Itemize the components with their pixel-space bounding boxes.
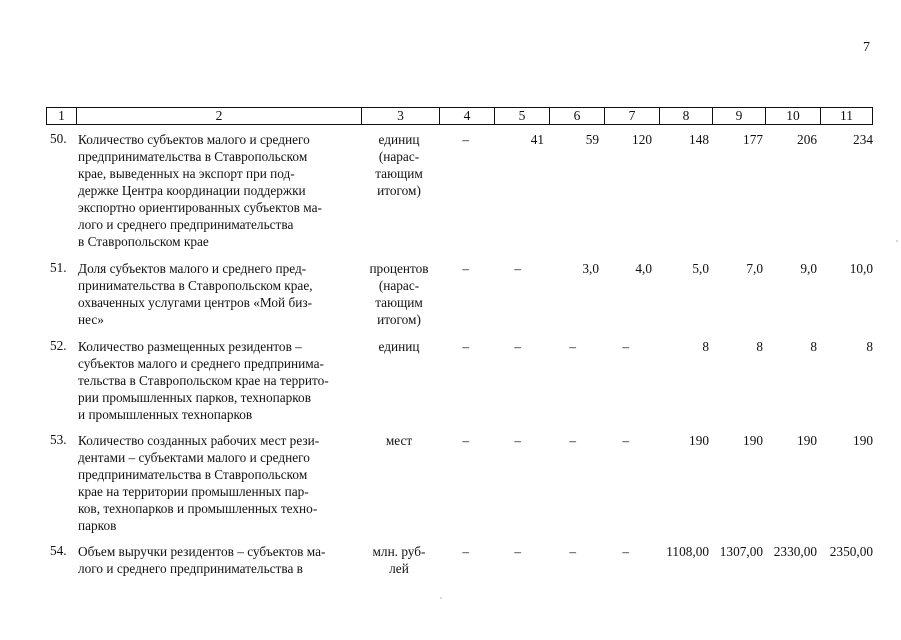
value-col8: 8 xyxy=(702,339,709,354)
value-col5: – xyxy=(514,339,521,354)
row-number: 52. xyxy=(50,338,67,353)
header-cell-6: 6 xyxy=(549,108,604,124)
value-col10: 8 xyxy=(810,339,817,354)
value-col7: – xyxy=(622,339,629,354)
header-cell-11: 11 xyxy=(820,108,872,124)
value-col5: – xyxy=(514,261,521,276)
row-unit: млн. руб- лей xyxy=(372,544,426,576)
value-col8: 5,0 xyxy=(692,261,709,276)
value-col8: 1108,00 xyxy=(666,544,709,559)
scan-speck xyxy=(440,597,442,599)
value-col10: 206 xyxy=(797,132,817,147)
value-col9: 1307,00 xyxy=(719,544,763,559)
page-number: 7 xyxy=(863,40,870,55)
row-description: Количество субъектов малого и среднего предпринимательства в Ставропольском крае, выведенных на экспорт при под- держке Центра координации поддержки экспортно ориентированных субъектов ма- лого и среднего предпринимательства в Ставропольском крае xyxy=(78,132,322,249)
value-col4: – xyxy=(462,339,469,354)
header-cell-2: 2 xyxy=(76,108,361,124)
row-description: Количество созданных рабочих мест рези- дентами – субъектами малого и среднего предпринимательства в Ставропольском крае на территории промышленных пар- ков, технопарков и промышленных техно- парков xyxy=(78,433,320,533)
row-description: Объем выручки резидентов – субъектов ма- лого и среднего предпринимательства в xyxy=(78,544,326,576)
value-col6: 3,0 xyxy=(582,261,599,276)
row-description: Доля субъектов малого и среднего пред- принимательства в Ставропольском крае, охваченных услугами центров «Мой биз- нес» xyxy=(78,261,313,327)
value-col6: – xyxy=(569,339,576,354)
value-col10: 9,0 xyxy=(800,261,817,276)
value-col4: – xyxy=(462,433,469,448)
value-col10: 190 xyxy=(797,433,817,448)
value-col11: 190 xyxy=(853,433,873,448)
value-col7: 120 xyxy=(632,132,652,147)
value-col5: – xyxy=(514,433,521,448)
row-number: 50. xyxy=(50,131,67,146)
value-col8: 148 xyxy=(689,132,709,147)
header-cell-4: 4 xyxy=(439,108,494,124)
row-number: 51. xyxy=(50,260,67,275)
value-col9: 190 xyxy=(743,433,763,448)
value-col6: – xyxy=(569,544,576,559)
value-col6: 59 xyxy=(585,132,599,147)
value-col4: – xyxy=(462,261,469,276)
value-col5: – xyxy=(514,544,521,559)
header-cell-5: 5 xyxy=(494,108,549,124)
value-col7: 4,0 xyxy=(635,261,652,276)
scan-speck xyxy=(896,240,898,242)
value-col7: – xyxy=(622,544,629,559)
value-col4: – xyxy=(462,132,469,147)
value-col11: 10,0 xyxy=(849,261,873,276)
row-number: 53. xyxy=(50,432,67,447)
value-col9: 177 xyxy=(743,132,763,147)
header-cell-10: 10 xyxy=(765,108,820,124)
value-col11: 2350,00 xyxy=(829,544,873,559)
table-header xyxy=(46,107,873,125)
value-col6: – xyxy=(569,433,576,448)
value-col8: 190 xyxy=(689,433,709,448)
row-unit: процентов (нарас- тающим итогом) xyxy=(369,261,429,327)
value-col4: – xyxy=(462,544,469,559)
value-col7: – xyxy=(622,433,629,448)
header-cell-3: 3 xyxy=(361,108,439,124)
row-description: Количество размещенных резидентов – субъектов малого и среднего предпринима- тельства в Ставропольском крае на террито- рии промышленных парков, технопарков и промышленных технопарков xyxy=(78,339,329,422)
header-cell-1: 1 xyxy=(58,108,65,123)
value-col5: 41 xyxy=(530,132,544,147)
value-col11: 234 xyxy=(853,132,873,147)
value-col11: 8 xyxy=(866,339,873,354)
row-number: 54. xyxy=(50,543,67,558)
header-cell-9: 9 xyxy=(712,108,765,124)
row-unit: мест xyxy=(385,433,413,448)
header-cell-7: 7 xyxy=(604,108,659,124)
value-col9: 8 xyxy=(756,339,763,354)
value-col10: 2330,00 xyxy=(773,544,817,559)
header-cell-8: 8 xyxy=(659,108,712,124)
value-col9: 7,0 xyxy=(746,261,763,276)
row-unit: единиц xyxy=(378,339,420,354)
row-unit: единиц (нарас- тающим итогом) xyxy=(375,132,423,198)
